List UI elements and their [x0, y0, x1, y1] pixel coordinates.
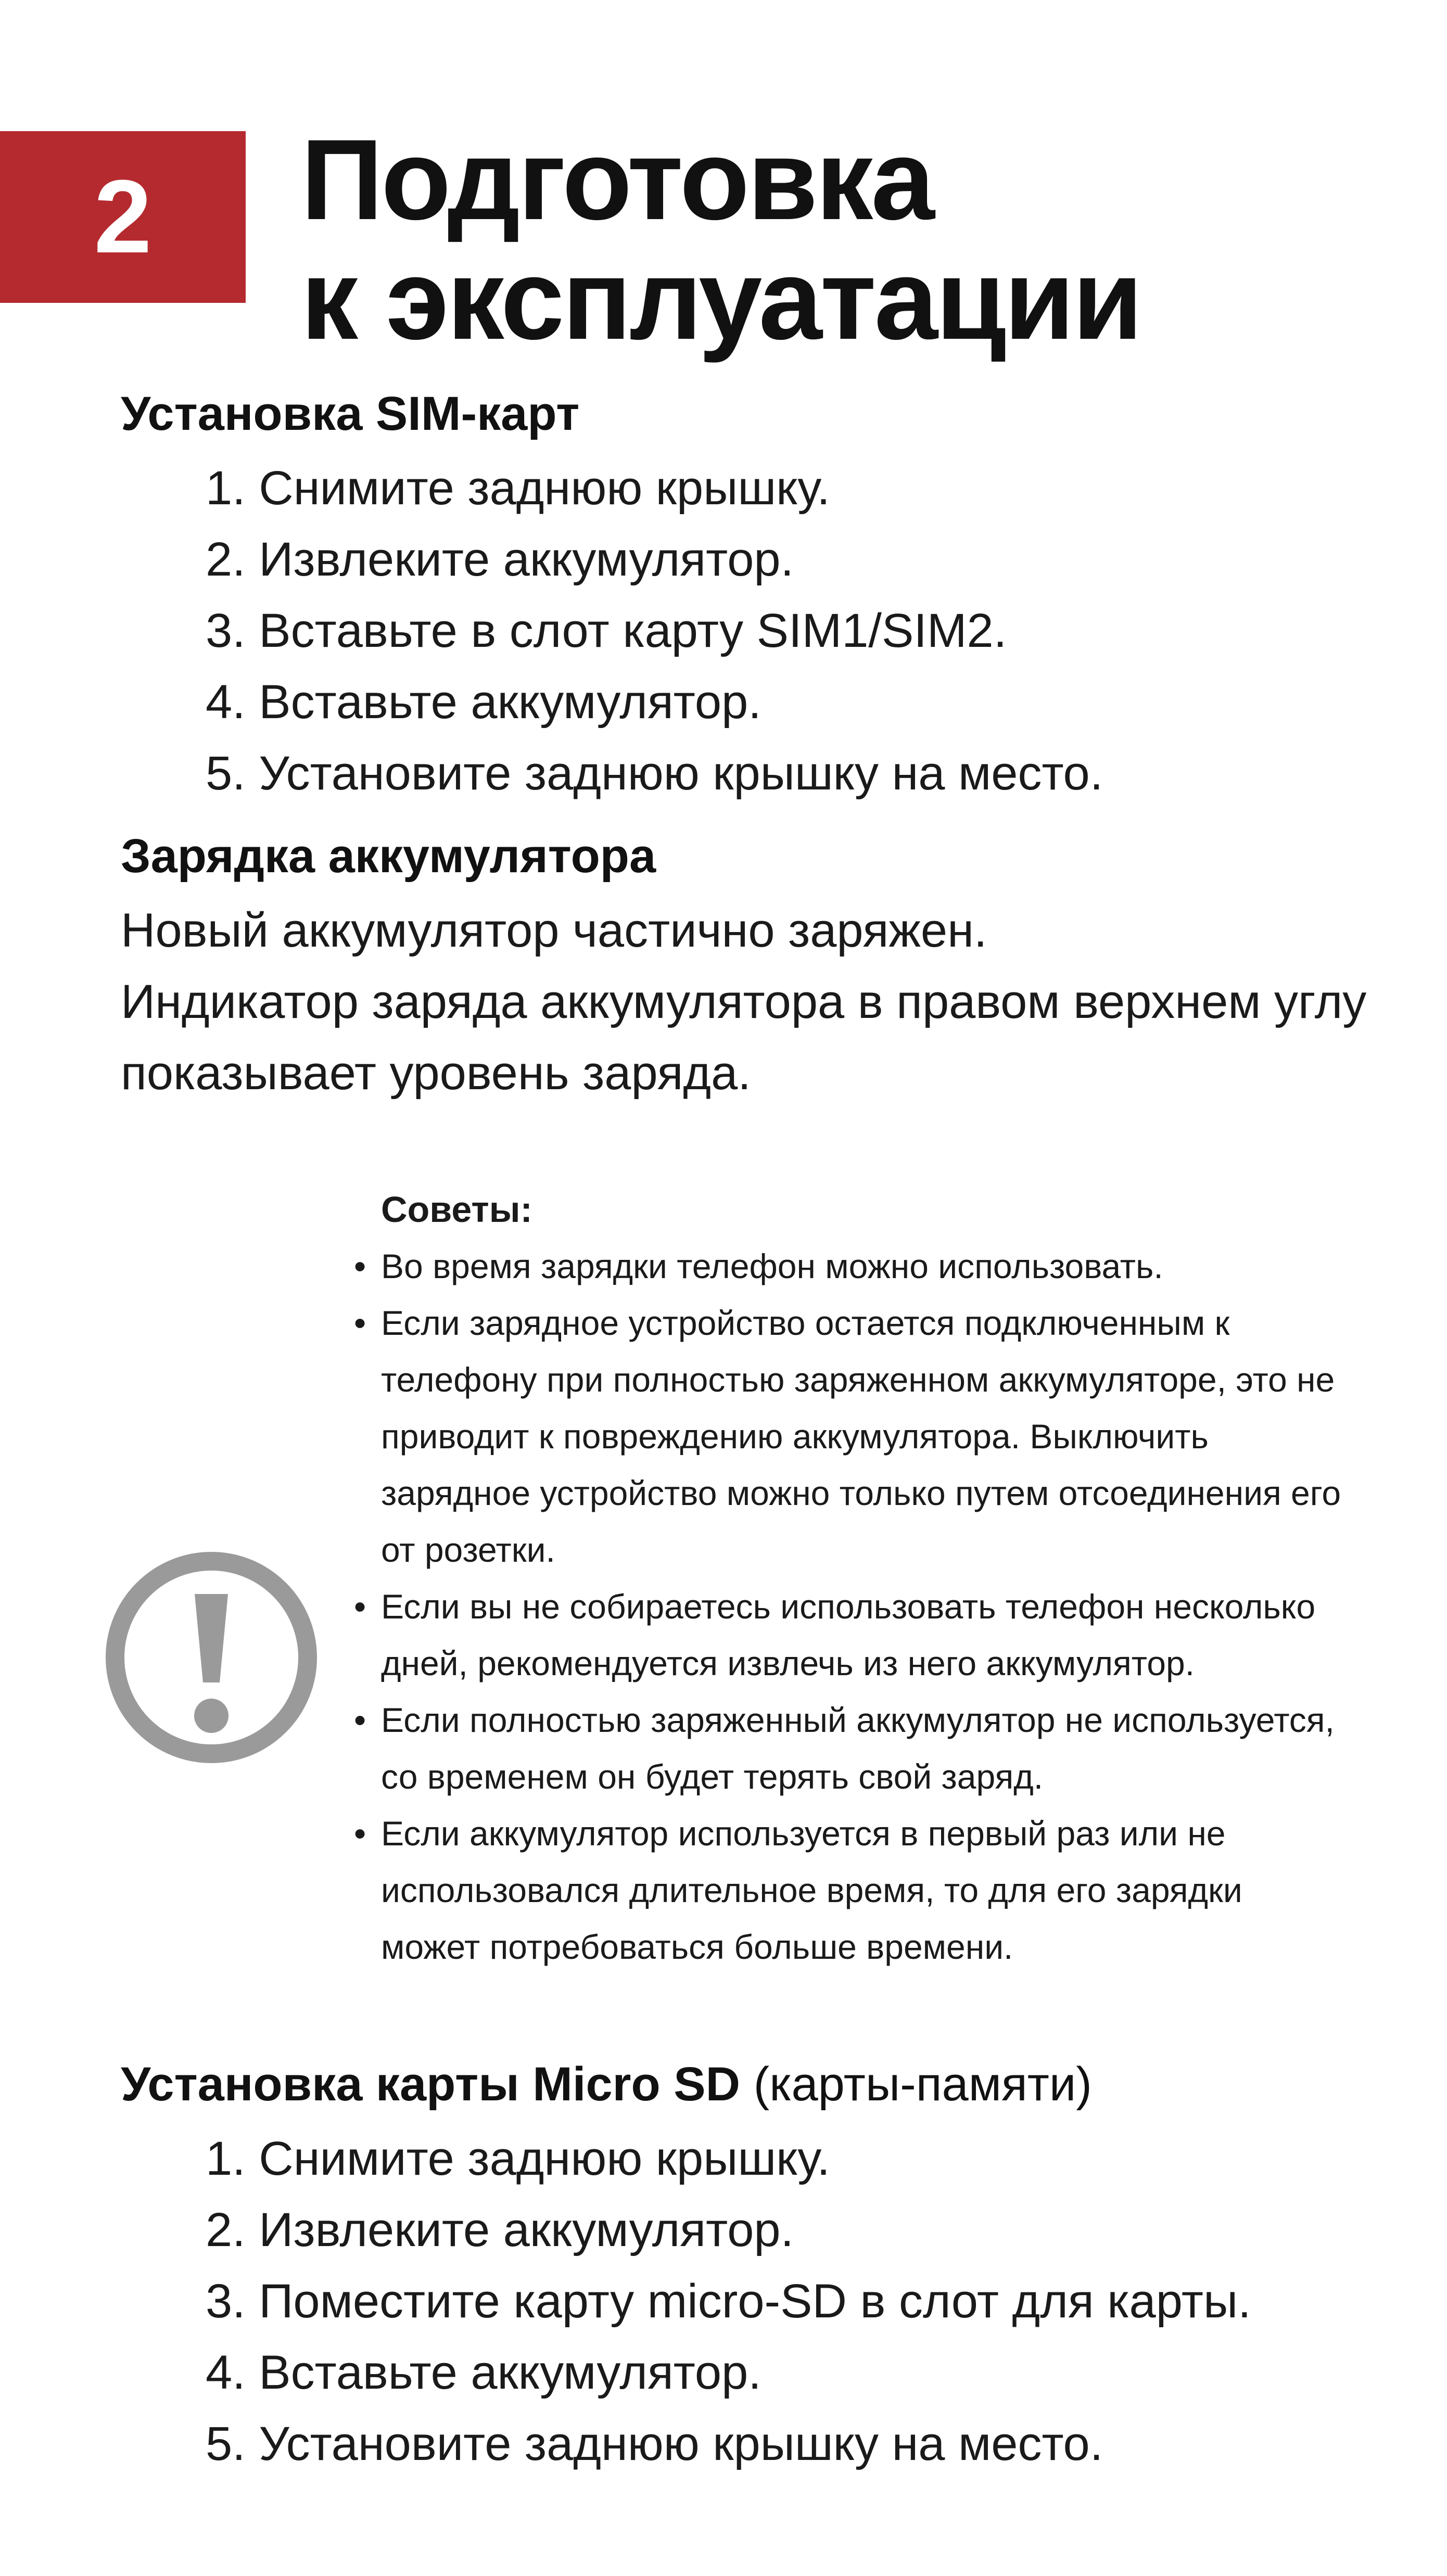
sd-step: 4. Вставьте аккумулятор. [206, 2346, 761, 2399]
sd-heading-normal: (карты-памяти) [740, 2058, 1092, 2111]
sim-section-heading: Установка SIM-карт [121, 387, 580, 440]
sd-heading-bold: Установка карты Micro SD [121, 2058, 741, 2111]
chapter-number-badge [0, 131, 246, 303]
tips-title: Советы: [381, 1189, 532, 1230]
chapter-number: 2 [94, 159, 152, 275]
sim-step: 4. Вставьте аккумулятор. [206, 675, 761, 729]
charging-section-heading: Зарядка аккумулятора [121, 830, 656, 883]
sd-step: 3. Поместите карту micro-SD в слот для карты. [206, 2275, 1251, 2328]
sd-step: 5. Установите заднюю крышку на место. [206, 2417, 1103, 2470]
charging-text-line: показывает уровень заряда. [121, 1047, 751, 1100]
charging-text-line: Новый аккумулятор частично заряжен. [121, 904, 987, 957]
sim-step: 5. Установите заднюю крышку на место. [206, 747, 1103, 800]
chapter-title [301, 116, 1394, 363]
tip-item: • Во время зарядки телефон можно использовать. [354, 1238, 1343, 1295]
sd-section-heading [121, 2056, 1092, 2113]
tips-block [354, 1181, 1343, 1975]
sim-step: 3. Вставьте в слот карту SIM1/SIM2. [206, 604, 1007, 657]
sd-step: 1. Снимите заднюю крышку. [206, 2132, 830, 2185]
sd-steps-list [206, 2123, 1251, 2480]
sim-step: 2. Извлеките аккумулятор. [206, 533, 794, 586]
tips-list [354, 1238, 1343, 1975]
sim-steps-list [206, 453, 1103, 809]
tip-item: • Если зарядное устройство остается подключенным к телефону при полностью заряженном аккумуляторе, это не приводит к повреждению аккумулятора. Выключить зарядное устройство можно только путем отсоединения его от розетки. [354, 1295, 1343, 1578]
chapter-title-line-2: к эксплуатации [301, 235, 1141, 363]
sim-step: 1. Снимите заднюю крышку. [206, 462, 830, 515]
exclamation-circle-icon [102, 1548, 321, 1767]
tip-item: • Если полностью заряженный аккумулятор не используется, со временем он будет терять свой заряд. [354, 1692, 1343, 1805]
chapter-title-line-1: Подготовка [301, 116, 933, 244]
tip-item: • Если вы не собираетесь использовать телефон несколько дней, рекомендуется извлечь из него аккумулятор. [354, 1578, 1343, 1692]
charging-text [121, 895, 1366, 1109]
tip-item: • Если аккумулятор используется в первый раз или не использовался длительное время, то для его зарядки может потребоваться больше времени. [354, 1805, 1343, 1975]
sd-step: 2. Извлеките аккумулятор. [206, 2203, 794, 2256]
charging-text-line: Индикатор заряда аккумулятора в правом верхнем углу [121, 975, 1367, 1028]
